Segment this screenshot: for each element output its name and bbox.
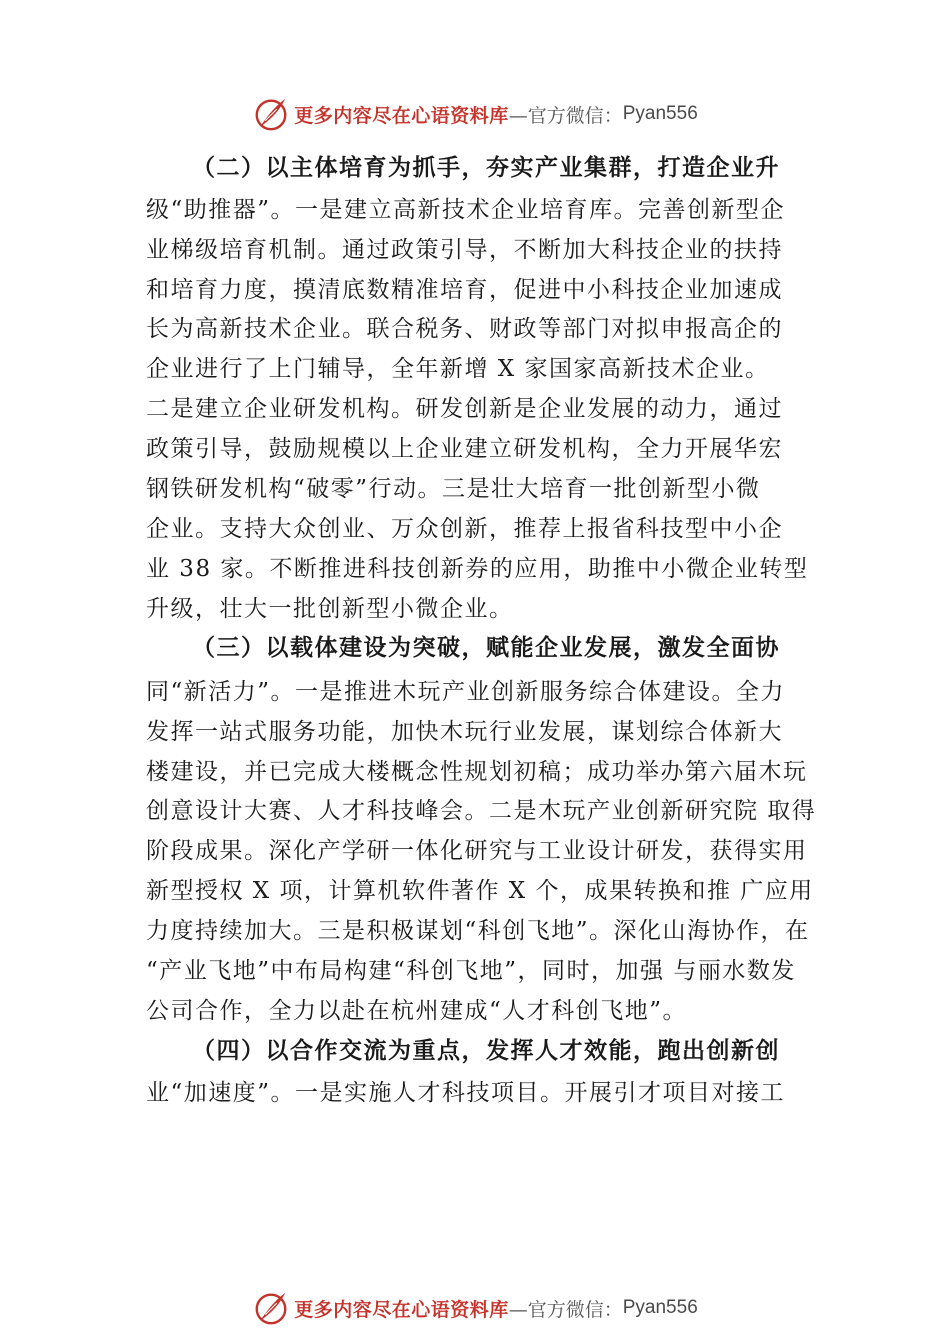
paragraph-line: 企业进行了上门辅导，全年新增 X 家国家高新技术企业。 xyxy=(146,356,770,382)
paragraph-line: 公司合作，全力以赴在杭州建成“人才科创飞地”。 xyxy=(146,998,688,1024)
watermark-brand: 更多内容尽在心语资料库 xyxy=(294,1298,509,1321)
watermark-footer xyxy=(0,1288,950,1328)
paragraph-line: 力度持续加大。三是积极谋划“科创飞地”。深化山海协作，在 xyxy=(146,918,810,944)
paragraph-line: 同“新活力”。一是推进木玩产业创新服务综合体建设。全力 xyxy=(146,679,786,705)
watermark-separator: —官方微信： xyxy=(508,1298,623,1321)
paragraph-line: 升级，壮大一批创新型小微企业。 xyxy=(146,596,514,622)
watermark-wechat-id: Pyan556 xyxy=(622,103,698,124)
paragraph-line: 和培育力度，摸清底数精准培育，促进中小科技企业加速成 xyxy=(146,277,783,303)
watermark-wechat-id: Pyan556 xyxy=(622,1297,698,1318)
paragraph-line: 楼建设，并已完成大楼概念性规划初稿；成功举办第六届木玩 xyxy=(146,759,808,785)
paragraph-line: 钢铁研发机构“破零”行动。三是壮大培育一批创新型小微 xyxy=(146,476,761,502)
quill-in-circle-icon xyxy=(252,1289,290,1327)
paragraph-line: 长为高新技术企业。联合税务、财政等部门对拟申报高企的 xyxy=(146,316,783,342)
quill-in-circle-icon xyxy=(252,95,290,133)
paragraph-line: 企业。支持大众创业、万众创新，推荐上报省科技型中小企 xyxy=(146,516,783,542)
paragraph-line: 业梯级培育机制。通过政策引导，不断加大科技企业的扶持 xyxy=(146,237,783,263)
paragraph-line: “产业飞地”中布局构建“科创飞地”，同时，加强 与丽水数发 xyxy=(146,958,796,984)
paragraph-line: 级“助推器”。一是建立高新技术企业培育库。完善创新型企 xyxy=(146,197,786,223)
paragraph-line: 二是建立企业研发机构。研发创新是企业发展的动力，通过 xyxy=(146,396,783,422)
section-heading-2: （二）以主体培育为抓手，夯实产业集群，打造企业升 xyxy=(192,154,780,181)
section-heading-4: （四）以合作交流为重点，发挥人才效能，跑出创新创 xyxy=(192,1037,780,1064)
paragraph-line: 业 38 家。不断推进科技创新券的应用，助推中小微企业转型 xyxy=(146,556,809,582)
paragraph-line: 业“加速度”。一是实施人才科技项目。开展引才项目对接工 xyxy=(146,1080,786,1106)
paragraph-line: 阶段成果。深化产学研一体化研究与工业设计研发，获得实用 xyxy=(146,838,808,864)
paragraph-line: 创意设计大赛、人才科技峰会。二是木玩产业创新研究院 取得 xyxy=(146,798,817,824)
watermark-header xyxy=(0,94,950,134)
paragraph-line: 新型授权 X 项，计算机软件著作 X 个，成果转换和推 广应用 xyxy=(146,878,814,904)
paragraph-line: 政策引导，鼓励规模以上企业建立研发机构，全力开展华宏 xyxy=(146,436,783,462)
watermark-separator: —官方微信： xyxy=(508,104,623,127)
section-heading-3: （三）以载体建设为突破，赋能企业发展，激发全面协 xyxy=(192,634,780,661)
paragraph-line: 发挥一站式服务功能，加快木玩行业发展，谋划综合体新大 xyxy=(146,719,783,745)
watermark-brand: 更多内容尽在心语资料库 xyxy=(294,104,509,127)
